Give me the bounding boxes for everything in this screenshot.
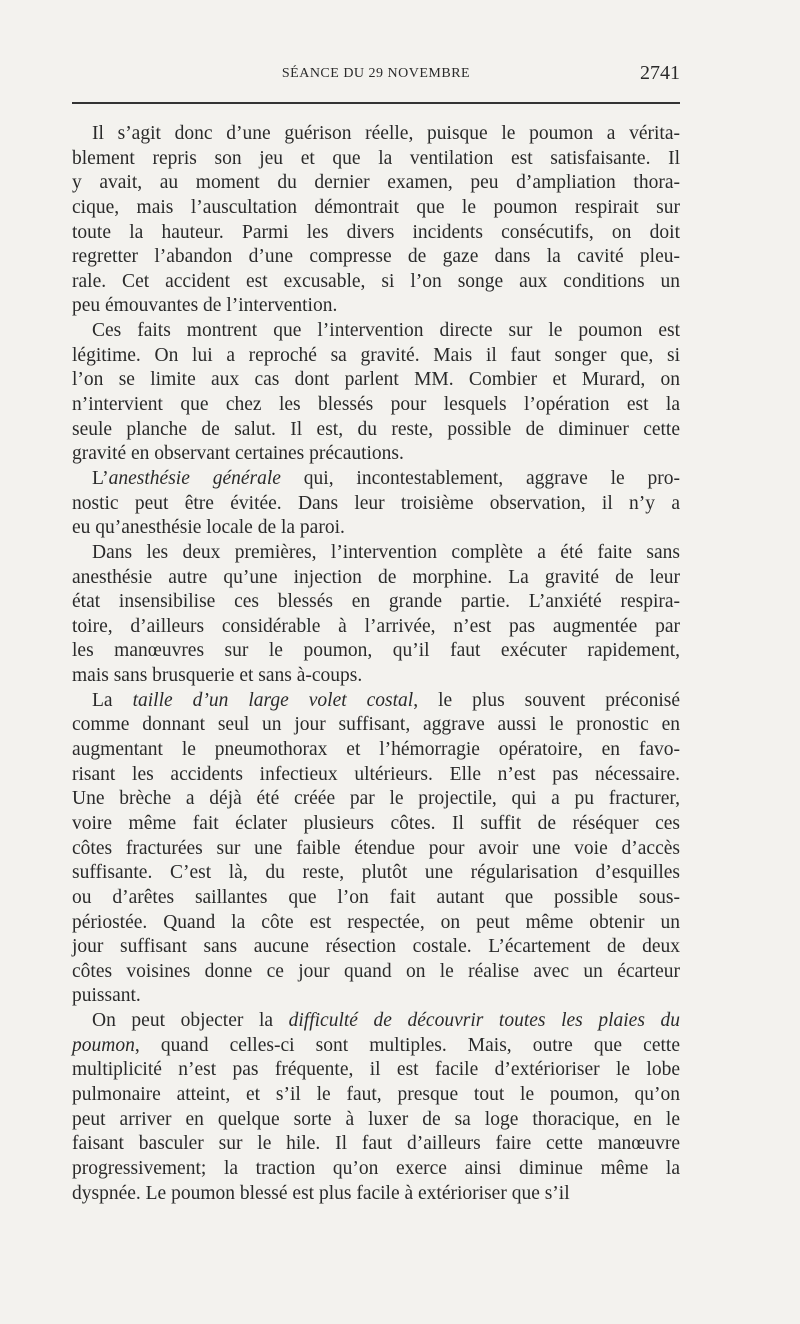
- text-segment: cique, mais l’auscultation démontrait que le poumon respirait sur: [72, 196, 680, 218]
- text-segment: nostic peut être évitée. Dans leur troisième observation, il n’y a: [72, 492, 680, 514]
- text-line: [72, 1157, 680, 1182]
- text-line: [72, 1083, 680, 1108]
- text-line: [72, 319, 680, 344]
- text-segment: , le plus souvent préconisé: [413, 689, 680, 711]
- text-line: [72, 368, 680, 393]
- text-line: [72, 566, 680, 591]
- text-segment: n’intervient que chez les blessés pour lesquels l’opération est la: [72, 394, 680, 416]
- text-segment: suffisante. C’est là, du reste, plutôt une régularisation d’esquilles: [72, 862, 680, 884]
- text-segment: légitime. On lui a reproché sa gravité. Mais il faut songer que, si: [72, 344, 680, 366]
- text-line: [72, 221, 680, 246]
- text-line: [72, 1058, 680, 1083]
- text-line: [72, 1132, 680, 1157]
- text-segment: comme donnant seul un jour suffisant, aggrave aussi le pronostic en: [72, 714, 680, 736]
- text-segment: risant les accidents infectieux ultérieurs. Elle n’est pas nécessaire.: [72, 763, 680, 785]
- text-line: [72, 861, 680, 886]
- text-line: [72, 1034, 680, 1059]
- paragraph: [72, 541, 680, 689]
- text-segment: état insensibilise ces blessés en grande partie. L’anxiété respira-: [72, 591, 680, 613]
- text-segment: côtes fracturées sur une faible étendue pour avoir une voie d’accès: [72, 837, 680, 859]
- text-line: [72, 442, 680, 467]
- italic-text: difficulté de découvrir toutes les plaies du: [288, 1010, 680, 1032]
- paragraph: [72, 1009, 680, 1206]
- paragraph: [72, 467, 680, 541]
- text-segment: eu qu’anesthésie locale de la paroi.: [72, 517, 345, 539]
- italic-text: anesthésie générale: [108, 467, 281, 489]
- text-segment: progressivement; la traction qu’on exerce ainsi diminue même la: [72, 1157, 680, 1179]
- text-segment: puissant.: [72, 985, 141, 1007]
- text-line: [72, 1182, 680, 1207]
- text-line: [72, 245, 680, 270]
- text-line: [72, 787, 680, 812]
- text-line: [72, 689, 680, 714]
- text-segment: faisant basculer sur le hile. Il faut d’ailleurs faire cette manœuvre: [72, 1133, 680, 1155]
- text-segment: les manœuvres sur le poumon, qu’il faut exécuter rapidement,: [72, 640, 680, 662]
- text-line: [72, 541, 680, 566]
- text-line: [72, 984, 680, 1009]
- page-header: [72, 62, 680, 88]
- text-segment: toire, d’ailleurs considérable à l’arrivée, n’est pas augmentée par: [72, 615, 680, 637]
- body-text: [72, 122, 680, 1206]
- text-segment: dyspnée. Le poumon blessé est plus facile à extérioriser que s’il: [72, 1182, 570, 1204]
- text-segment: gravité en observant certaines précautions.: [72, 443, 404, 465]
- italic-text: taille d’un large volet costal: [132, 689, 414, 711]
- text-line: [72, 270, 680, 295]
- text-segment: multiplicité n’est pas fréquente, il est facile d’extérioriser le lobe: [72, 1059, 680, 1081]
- text-line: [72, 418, 680, 443]
- paragraph: [72, 689, 680, 1009]
- text-line: [72, 738, 680, 763]
- text-segment: Ces faits montrent que l’intervention directe sur le poumon est: [92, 320, 680, 342]
- paragraph: [72, 122, 680, 319]
- text-line: [72, 615, 680, 640]
- text-segment: Dans les deux premières, l’intervention complète a été faite sans: [92, 541, 680, 563]
- text-segment: Une brèche a déjà été créée par le projectile, qui a pu fracturer,: [72, 788, 680, 810]
- text-segment: voire même fait éclater plusieurs côtes. Il suffit de réséquer ces: [72, 812, 680, 834]
- text-segment: , quand celles-ci sont multiples. Mais, outre que cette: [134, 1034, 680, 1056]
- text-line: [72, 664, 680, 689]
- text-segment: On peut objecter la: [92, 1010, 289, 1032]
- text-segment: Il s’agit donc d’une guérison réelle, puisque le poumon a vérita-: [92, 123, 680, 144]
- text-segment: L’: [92, 467, 109, 489]
- text-segment: augmentant le pneumothorax et l’hémorragie opératoire, en favo-: [72, 739, 680, 761]
- text-line: [72, 294, 680, 319]
- text-line: [72, 713, 680, 738]
- text-line: [72, 763, 680, 788]
- text-segment: peut arriver en quelque sorte à luxer de sa loge thoracique, en le: [72, 1108, 680, 1130]
- text-line: [72, 886, 680, 911]
- text-line: [72, 590, 680, 615]
- text-segment: jour suffisant sans aucune résection costale. L’écartement de deux: [72, 936, 680, 958]
- italic-text: poumon: [72, 1034, 135, 1056]
- header-rule: [72, 102, 680, 104]
- text-line: [72, 911, 680, 936]
- page-number: 2741: [640, 62, 680, 84]
- text-line: [72, 122, 680, 147]
- text-line: [72, 467, 680, 492]
- text-segment: toute la hauteur. Parmi les divers incidents consécutifs, on doit: [72, 221, 680, 243]
- text-line: [72, 393, 680, 418]
- text-line: [72, 492, 680, 517]
- text-segment: mais sans brusquerie et sans à-coups.: [72, 665, 363, 687]
- text-segment: qui, incontestablement, aggrave le pro-: [280, 467, 681, 489]
- text-segment: peu émouvantes de l’intervention.: [72, 295, 338, 317]
- text-line: [72, 196, 680, 221]
- text-segment: côtes voisines donne ce jour quand on le réalise avec un écarteur: [72, 960, 680, 982]
- text-segment: regretter l’abandon d’une compresse de gaze dans la cavité pleu-: [72, 246, 680, 268]
- text-segment: l’on se limite aux cas dont parlent MM. Combier et Murard, on: [72, 369, 680, 391]
- text-line: [72, 516, 680, 541]
- text-segment: y avait, au moment du dernier examen, peu d’ampliation thora-: [72, 172, 680, 194]
- text-line: [72, 837, 680, 862]
- text-line: [72, 639, 680, 664]
- text-segment: anesthésie autre qu’une injection de morphine. La gravité de leur: [72, 566, 680, 588]
- text-line: [72, 1009, 680, 1034]
- text-line: [72, 171, 680, 196]
- text-segment: périostée. Quand la côte est respectée, on peut même obtenir un: [72, 911, 680, 933]
- running-title: SÉANCE DU 29 NOVEMBRE: [281, 66, 471, 81]
- text-line: [72, 1108, 680, 1133]
- text-line: [72, 960, 680, 985]
- text-line: [72, 344, 680, 369]
- text-segment: rale. Cet accident est excusable, si l’on songe aux conditions un: [72, 270, 680, 292]
- text-segment: blement repris son jeu et que la ventilation est satisfaisante. Il: [72, 147, 680, 169]
- text-segment: pulmonaire atteint, et s’il le faut, presque tout le poumon, qu’on: [72, 1083, 680, 1105]
- text-segment: ou d’arêtes saillantes que l’on fait autant que possible sous-: [72, 886, 680, 908]
- text-segment: seule planche de salut. Il est, du reste, possible de diminuer cette: [72, 418, 680, 440]
- text-line: [72, 935, 680, 960]
- text-segment: La: [92, 689, 133, 711]
- paragraph: [72, 319, 680, 467]
- text-line: [72, 147, 680, 172]
- text-line: [72, 812, 680, 837]
